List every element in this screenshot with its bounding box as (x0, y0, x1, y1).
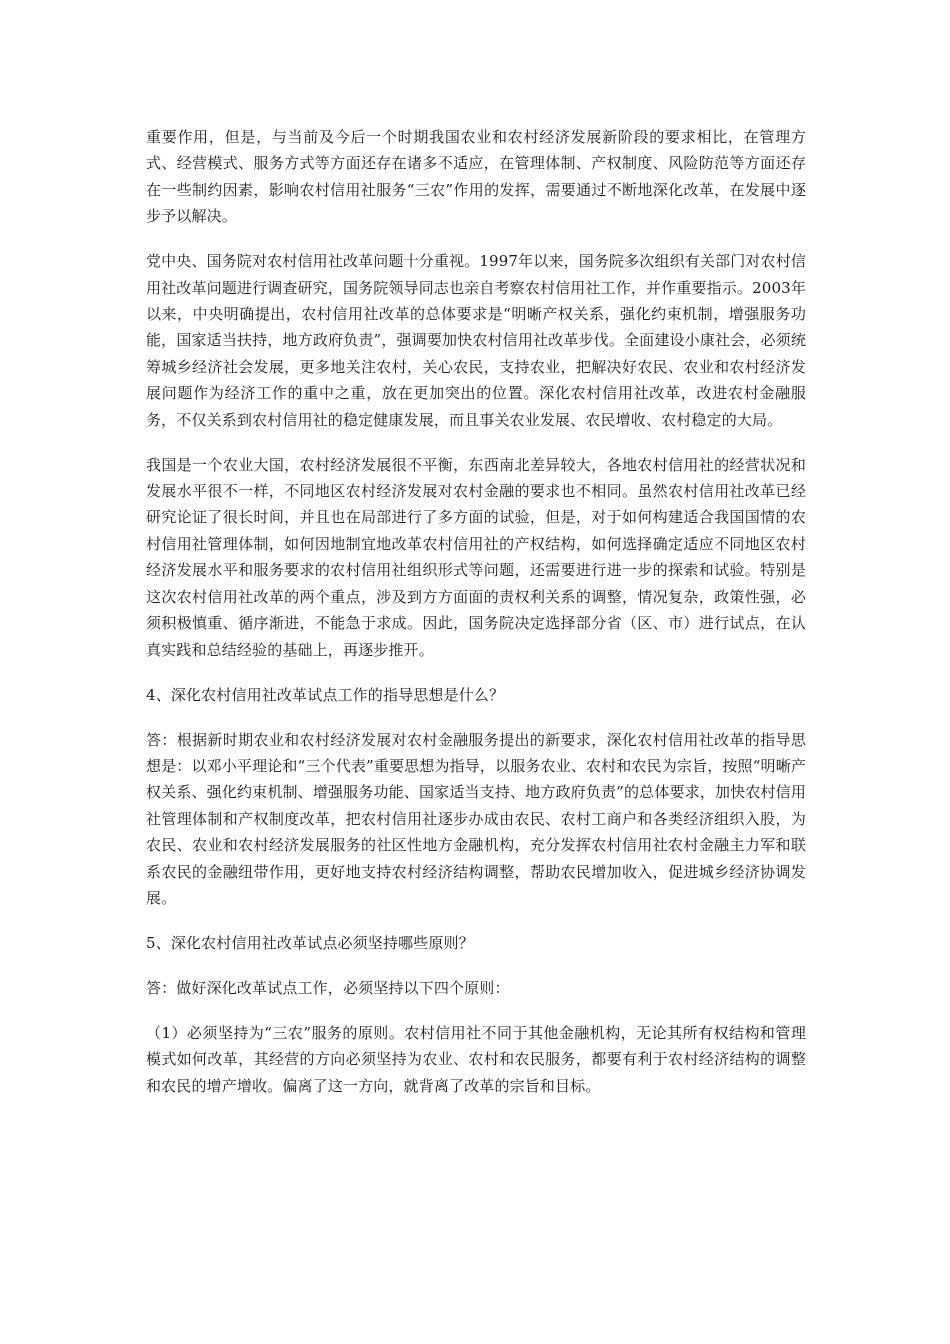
question-5-heading: 5、深化农村信用社改革试点必须坚持哪些原则？ (146, 933, 474, 952)
question-4-heading: 4、深化农村信用社改革试点工作的指导思想是什么？ (146, 685, 505, 704)
answer-5-intro: 答：做好深化改革试点工作，必须坚持以下四个原则： (146, 978, 510, 997)
answer-4-paragraph: 答：根据新时期农业和农村经济发展对农村金融服务提出的新要求，深化农村信用社改革的指导思想是：以邓小平理论和“三个代表”重要思想为指导，以服务农业、农村和农民为宗旨，按照“明晰产权关系、强化约束机制、增强服务功能、国家适当支持、地方政府负责”的总体要求，加快农村信用社管理体制和产权制度改革，把农村信用社逐步办成由农民、农村工商户和各类经济组织入股，为农民、农业和农村经济发展服务的社区性地方金融机构，充分发挥农村信用社农村金融主力军和联系农民的金融纽带作用，更好地支持农村经济结构调整，帮助农民增加收入，促进城乡经济协调发展。 (146, 730, 806, 907)
paragraph-central-attention: 党中央、国务院对农村信用社改革问题十分重视。1997年以来，国务院多次组织有关部门对农村信用社改革问题进行调查研究，国务院领导同志也亲自考察农村信用社工作，并作重要指示。2003年以来，中央明确提出，农村信用社改革的总体要求是“明晰产权关系，强化约束机制，增强服务功能，国家适当扶持，地方政府负责”，强调要加快农村信用社改革步伐。全面建设小康社会，必须统筹城乡经济社会发展，更多地关注农村，关心农民，支持农业，把解决好农民、农业和农村经济发展问题作为经济工作的重中之重，放在更加突出的位置。深化农村信用社改革，改进农村金融服务，不仅关系到农村信用社的稳定健康发展，而且事关农业发展、农民增收、农村稳定的大局。 (146, 252, 806, 429)
document-page (146, 124, 806, 1118)
paragraph-pilot-reason: 我国是一个农业大国，农村经济发展很不平衡，东西南北差异较大，各地农村信用社的经营状况和发展水平很不一样，不同地区农村经济发展对农村金融的要求也不相同。虽然农村信用社改革已经研究论证了很长时间，并且也在局部进行了多方面的试验，但是，对于如何构建适合我国国情的农村信用社管理体制，如何因地制宜地改革农村信用社的产权结构，如何选择确定适应不同地区农村经济发展水平和服务要求的农村信用社组织形式等问题，还需要进行进一步的探索和试验。特别是这次农村信用社改革的两个重点，涉及到方方面面的责权利关系的调整，情况复杂，政策性强，必须积极慎重、循序渐进，不能急于求成。因此，国务院决定选择部分省（区、市）进行试点，在认真实践和总结经验的基础上，再逐步推开。 (146, 455, 806, 659)
principle-1-paragraph: （1）必须坚持为“三农”服务的原则。农村信用社不同于其他金融机构，无论其所有权结构和管理模式如何改革，其经营的方向必须坚持为农业、农村和农民服务，都要有利于农村经济结构的调整和农民的增产增收。偏离了这一方向，就背离了改革的宗旨和目标。 (146, 1023, 806, 1095)
paragraph-background: 重要作用，但是，与当前及今后一个时期我国农业和农村经济发展新阶段的要求相比，在管理方式、经营模式、服务方式等方面还存在诸多不适应，在管理体制、产权制度、风险防范等方面还存在一些制约因素，影响农村信用社服务“三农”作用的发挥，需要通过不断地深化改革，在发展中逐步予以解决。 (146, 128, 806, 226)
